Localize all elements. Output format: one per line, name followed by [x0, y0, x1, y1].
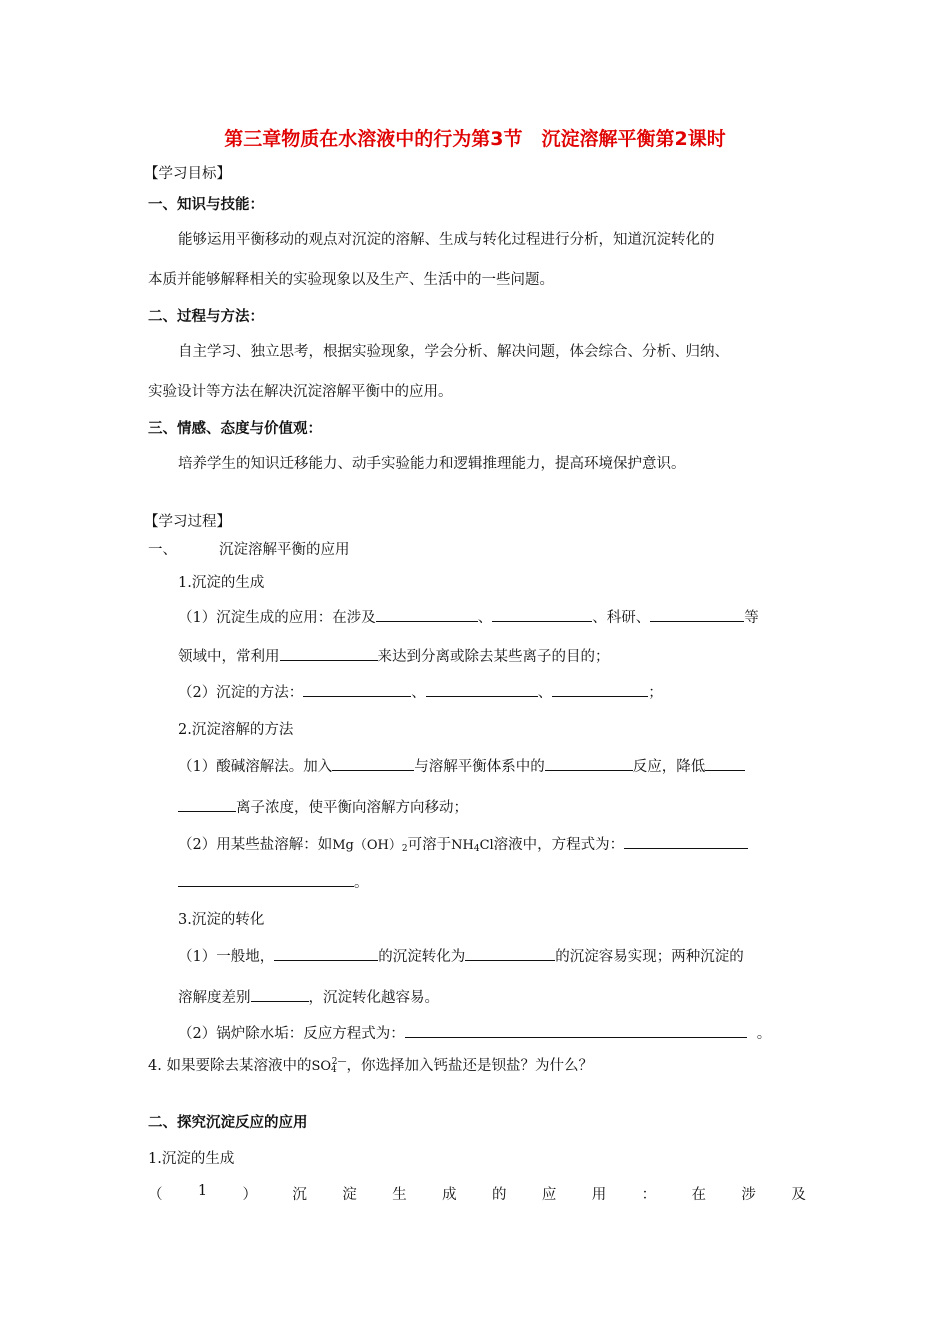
fill-line — [178, 986, 439, 1007]
text: （2）沉淀的方法： — [178, 685, 304, 701]
answer-blank[interactable] — [552, 682, 648, 697]
question-line — [148, 1054, 593, 1075]
answer-blank[interactable] — [545, 756, 633, 771]
char: ） — [242, 1187, 258, 1203]
text: 、 — [537, 685, 553, 701]
text: （1）一般地， — [178, 949, 275, 965]
paragraph-line: 本质并能够解释相关的实验现象以及生产、生活中的一些问题。 — [148, 272, 554, 288]
text: 来达到分离或除去某些离子的目的； — [377, 649, 610, 665]
section-knowledge-heading: 一、知识与技能： — [148, 197, 264, 213]
section-attitude-heading: 三、情感、态度与价值观： — [148, 421, 322, 437]
answer-blank[interactable] — [274, 946, 378, 961]
paragraph-line: 培养学生的知识迁移能力、动手实验能力和逻辑推理能力，提高环境保护意识。 — [178, 456, 686, 472]
fill-line — [178, 681, 663, 702]
subscript: 4 — [473, 844, 480, 854]
process-header: 【学习过程】 — [144, 514, 231, 530]
char: 在 — [691, 1187, 707, 1203]
char: 应 — [541, 1187, 557, 1203]
paragraph-line: 实验设计等方法在解决沉淀溶解平衡中的应用。 — [148, 384, 453, 400]
subscript: 4 — [331, 1065, 337, 1075]
char: 沉 — [292, 1187, 307, 1203]
text: （1）酸碱溶解法。加入 — [178, 759, 333, 775]
fill-line — [178, 645, 610, 666]
fill-line — [178, 833, 748, 854]
text: 离子浓度，使平衡向溶解方向移动； — [236, 800, 468, 816]
answer-blank[interactable] — [650, 607, 744, 622]
text: 的沉淀容易实现；两种沉淀的 — [555, 949, 744, 965]
text: （1）沉淀生成的应用：在涉及 — [178, 610, 376, 626]
text: 。 — [354, 875, 369, 891]
answer-blank[interactable] — [465, 946, 555, 961]
char: 及 — [791, 1187, 806, 1203]
text: 反应，降低 — [632, 759, 706, 775]
char: （ — [148, 1187, 163, 1203]
answer-blank[interactable] — [376, 607, 478, 622]
text: 、 — [477, 610, 493, 626]
text: 领域中，常利用 — [178, 649, 280, 665]
text: （2）用某些盐溶解：如 — [178, 837, 333, 853]
text: 。 — [756, 1026, 772, 1042]
spread-text-line — [148, 1183, 806, 1204]
superscript: 2— — [331, 1057, 347, 1067]
char: 淀 — [342, 1187, 357, 1203]
char: 涉 — [741, 1187, 756, 1203]
text: 溶解度差别 — [178, 990, 251, 1006]
text: 等 — [744, 610, 759, 626]
answer-blank[interactable] — [405, 1023, 747, 1038]
subsection-heading: 2.沉淀溶解的方法 — [178, 722, 294, 738]
char: 用 — [591, 1187, 607, 1203]
char: 的 — [491, 1187, 507, 1203]
fill-line — [178, 1022, 771, 1043]
subscript: 2 — [401, 844, 408, 854]
char: 1 — [197, 1183, 208, 1199]
answer-blank[interactable] — [303, 682, 411, 697]
subsection-heading: 1.沉淀的生成 — [178, 575, 265, 591]
formula-so: SO — [311, 1059, 332, 1074]
document-title: 第三章物质在水溶液中的行为第3节 沉淀溶解平衡第2课时 — [224, 128, 726, 150]
fill-line — [178, 871, 369, 892]
answer-blank[interactable] — [492, 607, 592, 622]
part-one-heading — [148, 538, 350, 559]
fill-line — [178, 796, 468, 817]
answer-blank[interactable] — [178, 872, 354, 887]
text: （2）锅炉除水垢：反应方程式为： — [178, 1026, 405, 1042]
formula-cl: Cl — [479, 838, 494, 853]
fill-line — [178, 755, 745, 776]
answer-blank[interactable] — [280, 646, 378, 661]
text: 的沉淀转化为 — [378, 949, 466, 965]
formula-mgoh: Mg（OH） — [332, 838, 402, 853]
char: ： — [641, 1187, 657, 1203]
text: 可溶于 — [407, 837, 452, 853]
text: 与溶解平衡体系中的 — [414, 759, 545, 775]
part-one-title: 沉淀溶解平衡的应用 — [219, 542, 350, 558]
text: 溶液中，方程式为： — [493, 837, 625, 853]
subsection-heading: 3.沉淀的转化 — [178, 912, 265, 928]
text: 、科研、 — [592, 610, 651, 626]
char: 生 — [392, 1187, 407, 1203]
formula-nh: NH — [451, 838, 474, 853]
answer-blank[interactable] — [426, 682, 538, 697]
fill-line — [178, 945, 744, 966]
subsection-heading: 1.沉淀的生成 — [148, 1151, 235, 1167]
part-one-number: 一、 — [148, 542, 177, 558]
goals-header: 【学习目标】 — [144, 166, 231, 182]
answer-blank[interactable] — [624, 834, 748, 849]
text: ，你选择加入钙盐还是钡盐？为什么？ — [346, 1058, 593, 1074]
text: 、 — [411, 685, 426, 701]
text: 4. 如果要除去某溶液中的 — [148, 1058, 312, 1074]
text: ，沉淀转化越容易。 — [308, 990, 439, 1006]
char: 成 — [442, 1187, 457, 1203]
fill-line — [178, 606, 759, 627]
answer-blank[interactable] — [332, 756, 414, 771]
paragraph-line: 自主学习、独立思考，根据实验现象，学会分析、解决问题，体会综合、分析、归纳、 — [178, 344, 729, 360]
section-process-heading: 二、过程与方法： — [148, 309, 264, 325]
answer-blank[interactable] — [178, 797, 236, 812]
part-two-heading: 二、探究沉淀反应的应用 — [148, 1115, 308, 1131]
paragraph-line: 能够运用平衡移动的观点对沉淀的溶解、生成与转化过程进行分析，知道沉淀转化的 — [178, 232, 715, 248]
answer-blank[interactable] — [251, 987, 309, 1002]
answer-blank[interactable] — [705, 756, 745, 771]
text: ； — [648, 685, 663, 701]
